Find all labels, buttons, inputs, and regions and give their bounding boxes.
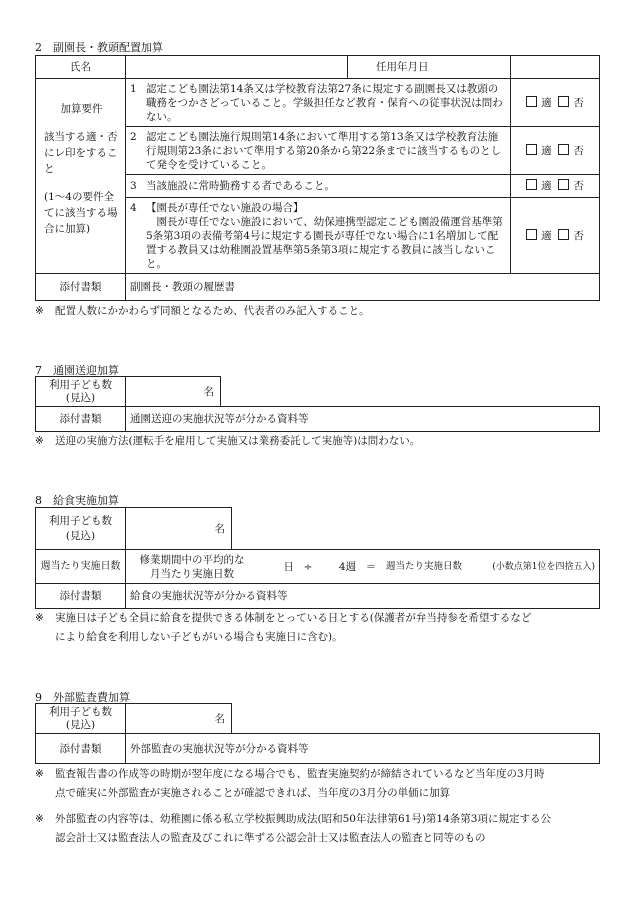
- attachment-value: 副園長・教頭の履歴書: [126, 274, 600, 301]
- unit-label: 名: [214, 522, 225, 535]
- rounding-note: (小数点第1位を四捨五入): [492, 561, 595, 572]
- requirement-2-text: 認定こども園法施行規則第14条において準用する第13条又は学校教育法施行規則第23条において準用する第20条から第22条までに該当するものとして発令を受けていること。: [146, 130, 502, 171]
- checkbox-no-4[interactable]: [558, 229, 569, 240]
- users-label: 利用子ども数 (見込): [36, 508, 126, 550]
- requirement-3-text: 当該施設に常時勤務する者であること。: [146, 180, 335, 192]
- unit-label: 名: [203, 385, 214, 398]
- section-9-note-2: ※ 外部監査の内容等は、幼稚園に係る私立学校振興助成法(昭和50年法律第61号)第14条第3項に規定する公 認会計士又は監査法人の監査及びこれに準ずる公認会計士又は監査法人の監査と同等のもの: [35, 813, 551, 844]
- section-2-note: ※ 配置人数にかかわらず同額となるため、代表者のみ記入すること。: [35, 305, 370, 317]
- attachment-label: 添付書類: [36, 407, 126, 432]
- section-8-heading: 8 給食実施加算: [35, 494, 119, 507]
- section-8-table: [35, 507, 600, 609]
- checkbox-yes-2[interactable]: [526, 144, 537, 155]
- requirement-2-check: 適 否: [511, 127, 600, 175]
- section-7-table: [35, 376, 600, 432]
- requirement-4-check: 適 否: [511, 198, 600, 274]
- requirement-1-check: 適 否: [511, 79, 600, 127]
- requirement-4-number: 4: [130, 201, 137, 214]
- requirements-note: 該当する適・否にレ印をすること: [44, 131, 118, 175]
- attachment-value: 通園送迎の実施状況等が分かる資料等: [126, 407, 600, 432]
- requirement-3-number: 3: [130, 180, 137, 192]
- requirement-4-text: 園長が専任でない施設において、幼保連携型認定こども園設備運営基準第5条第3項の表備考第4号に規定する園長が専任でない場合に1名増加して配置する教員又は幼稚園設置基準第5条第3項に規定する教員に該当しないこと。: [146, 215, 503, 270]
- section-2-table: [35, 55, 600, 301]
- requirements-label: 加算要件: [60, 103, 103, 115]
- requirements-cell: [36, 79, 126, 274]
- users-label: 利用子ども数 (見込): [36, 704, 126, 734]
- requirement-3: [126, 175, 511, 198]
- weeks-value: 4週: [338, 560, 356, 573]
- name-label: 氏名: [36, 56, 126, 79]
- attachment-label: 添付書類: [36, 734, 126, 764]
- requirement-4-title: 【園長が専任でない施設の場合】: [146, 201, 304, 214]
- section-7-note: ※ 送迎の実施方法(運転手を雇用して実施又は業務委託して実施等)は問わない。: [35, 435, 421, 447]
- requirement-1-text: 認定こども園法第14条又は学校教育法第27条に規定する副園長又は教頭の職務をつかさどっていること。学級担任など教育・保育への従事状況は問わない。: [146, 82, 503, 123]
- avg-days-label-2: 月当たり実施日数: [150, 567, 234, 580]
- unit-label: 名: [214, 712, 225, 725]
- blank-cell: [232, 508, 600, 550]
- attachment-value: 給食の実施状況等が分かる資料等: [126, 584, 600, 609]
- day-unit: 日: [283, 560, 294, 573]
- weekly-result-label: 週当たり実施日数: [386, 560, 463, 572]
- section-2-heading: 2 副園長・教頭配置加算: [35, 41, 163, 54]
- appointed-date-field[interactable]: [511, 56, 600, 79]
- section-7-heading: 7 通園送迎加算: [35, 364, 119, 377]
- users-label: 利用子ども数 (見込): [36, 377, 126, 407]
- requirement-4: [126, 198, 511, 274]
- checkbox-yes-4[interactable]: [526, 229, 537, 240]
- equals-sign: ＝: [365, 560, 377, 573]
- avg-days-label-1: 修業期間中の平均的な: [139, 553, 245, 566]
- requirements-scope: (1～4の要件全てに該当する場合に加算): [44, 191, 118, 235]
- blank-cell: [232, 704, 600, 734]
- appointed-date-label: 任用年月日: [348, 56, 511, 79]
- section-8-note: ※ 実施日は子ども全員に給食を提供できる体制をとっている日とする(保護者が弁当持参を希望するなど により給食を利用しない子どもがいる場合も実施日に含む)。: [35, 612, 532, 643]
- checkbox-no-3[interactable]: [558, 179, 569, 190]
- users-field[interactable]: [126, 704, 232, 734]
- weekly-days-label: 週当たり実施日数: [36, 550, 126, 584]
- requirement-1-number: 1: [130, 82, 137, 95]
- section-9-note-1: ※ 監査報告書の作成等の時期が翌年度になる場合でも、監査実施契約が締結されているなど当年度の3月時 点で確実に外部監査が実施されることが確認できれば、当年度の3月分の単価に加算: [35, 768, 545, 799]
- checkbox-no-2[interactable]: [558, 144, 569, 155]
- divide-sign: ÷: [303, 560, 313, 573]
- checkbox-no-1[interactable]: [558, 96, 569, 107]
- attachment-label: 添付書類: [36, 584, 126, 609]
- requirement-1: [126, 79, 511, 127]
- attachment-label: 添付書類: [36, 274, 126, 301]
- users-field[interactable]: [126, 377, 221, 407]
- checkbox-yes-1[interactable]: [526, 96, 537, 107]
- blank-cell: [221, 377, 600, 407]
- name-field[interactable]: [126, 56, 348, 79]
- section-9-heading: 9 外部監査費加算: [35, 691, 130, 704]
- requirement-2: [126, 127, 511, 175]
- requirement-3-check: 適 否: [511, 175, 600, 198]
- weekly-days-formula: [126, 550, 600, 584]
- users-field[interactable]: [126, 508, 232, 550]
- checkbox-yes-3[interactable]: [526, 179, 537, 190]
- attachment-value: 外部監査の実施状況等が分かる資料等: [126, 734, 600, 764]
- requirement-2-number: 2: [130, 130, 137, 143]
- section-9-table: [35, 703, 600, 764]
